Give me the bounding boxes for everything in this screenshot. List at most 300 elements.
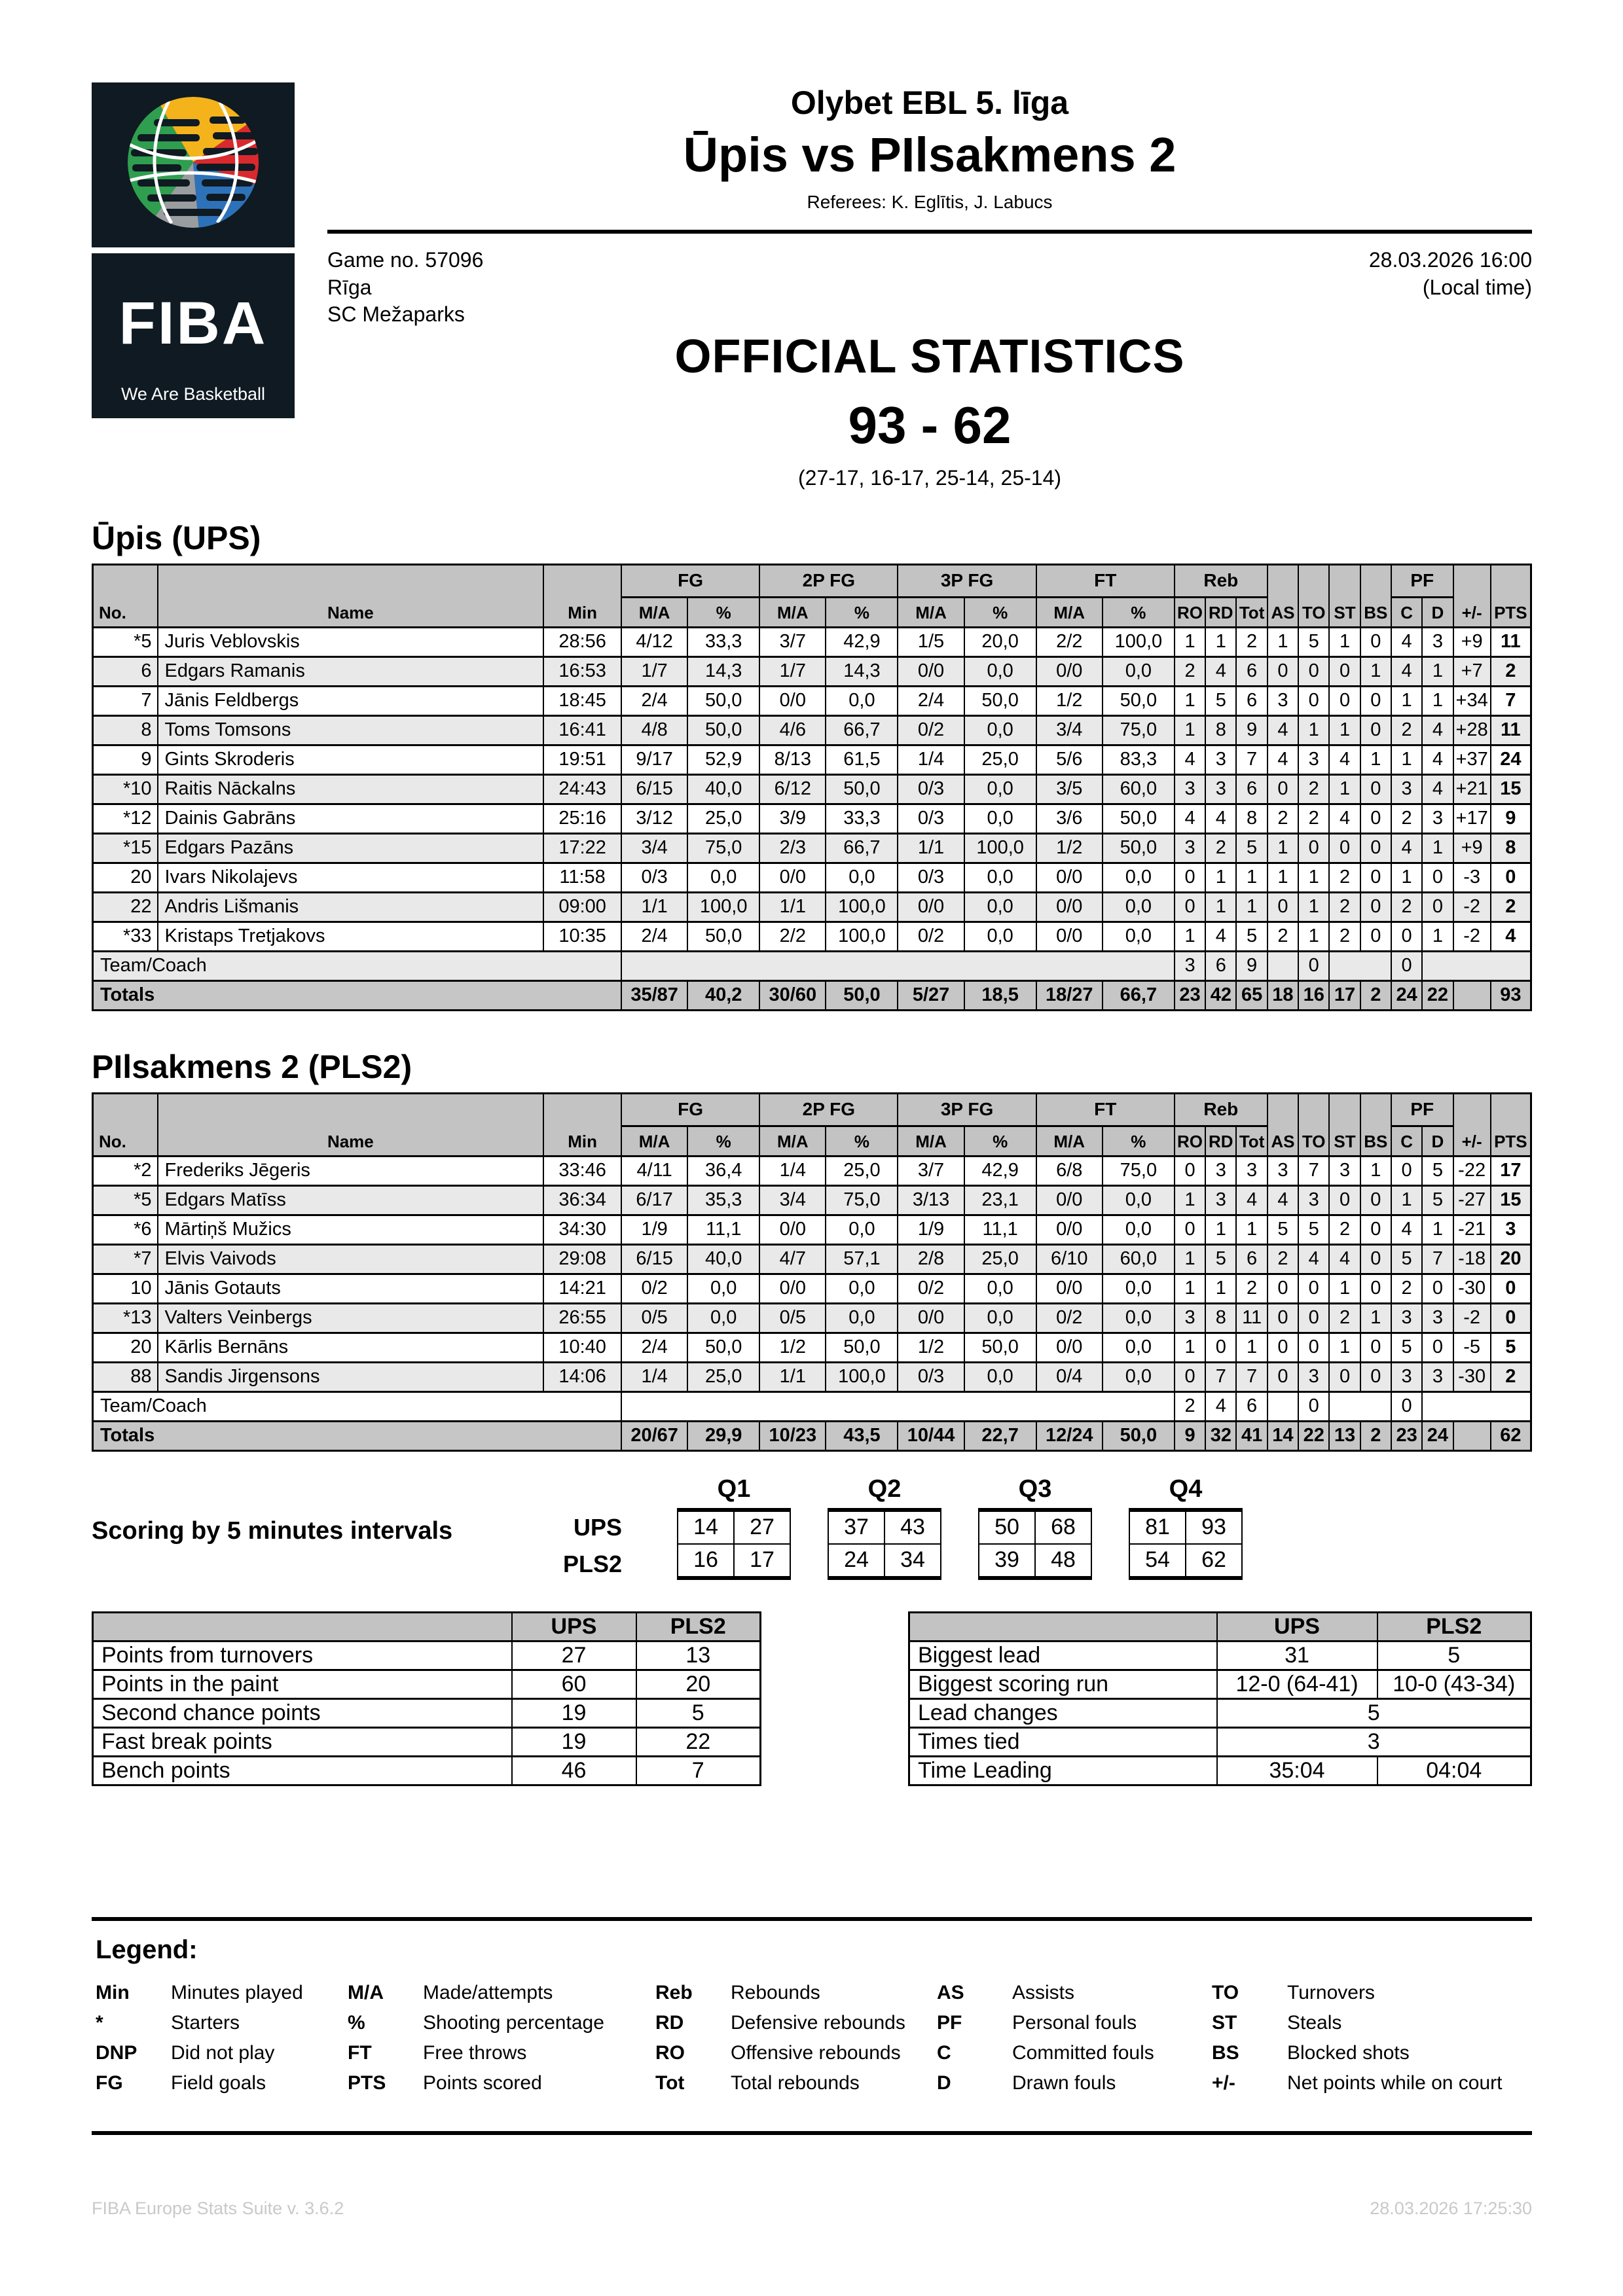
d-cell: 1 bbox=[1422, 1215, 1453, 1244]
tot-cell: 11 bbox=[1236, 1303, 1267, 1333]
as-cell: 18 bbox=[1267, 980, 1298, 1010]
player-row bbox=[93, 1156, 1531, 1185]
legend-abbr: C bbox=[937, 2041, 951, 2064]
col-header-3p-ma: M/A bbox=[898, 1126, 964, 1156]
col-group-fg: FG bbox=[621, 1093, 759, 1126]
ro-cell: 4 bbox=[1175, 745, 1205, 774]
3p-ma-cell: 0/2 bbox=[898, 715, 964, 745]
player-name-cell: Frederiks Jēgeris bbox=[158, 1156, 544, 1185]
player-name-cell: Sandis Jirgensons bbox=[158, 1362, 544, 1391]
legend-abbr: BS bbox=[1212, 2041, 1239, 2064]
player-number-cell: 10 bbox=[93, 1274, 158, 1303]
player-row bbox=[93, 656, 1531, 686]
interval-score-cell: 34 bbox=[884, 1544, 941, 1578]
fg-pct-cell: 25,0 bbox=[687, 1362, 759, 1391]
2p-pct-cell: 100,0 bbox=[826, 892, 898, 922]
player-name-cell: Elvis Vaivods bbox=[158, 1244, 544, 1274]
st-cell: 4 bbox=[1329, 1244, 1360, 1274]
legend-grid bbox=[96, 1982, 1528, 2102]
tot-cell: 6 bbox=[1236, 686, 1267, 715]
2p-pct-cell: 14,3 bbox=[826, 656, 898, 686]
3p-pct-cell: 0,0 bbox=[964, 1274, 1036, 1303]
legend-abbr: PF bbox=[937, 2011, 962, 2034]
game-venue: SC Mežaparks bbox=[327, 302, 465, 327]
game-datetime: 28.03.2026 16:00 bbox=[1368, 248, 1532, 272]
3p-ma-cell: 1/4 bbox=[898, 745, 964, 774]
ft-pct-cell: 75,0 bbox=[1103, 1156, 1175, 1185]
as-cell: 4 bbox=[1267, 1185, 1298, 1215]
3p-ma-cell: 10/44 bbox=[898, 1421, 964, 1450]
player-name-cell: Gints Skroderis bbox=[158, 745, 544, 774]
fg-pct-cell: 50,0 bbox=[687, 686, 759, 715]
points-comparison-table bbox=[92, 1611, 761, 1786]
3p-ma-cell: 1/2 bbox=[898, 1333, 964, 1362]
as-cell: 2 bbox=[1267, 804, 1298, 833]
fg-ma-cell: 20/67 bbox=[621, 1421, 687, 1450]
player-row bbox=[93, 892, 1531, 922]
legend-item bbox=[655, 2012, 937, 2034]
player-number-cell: 9 bbox=[93, 745, 158, 774]
rd-cell: 3 bbox=[1205, 1185, 1236, 1215]
player-number-cell: *10 bbox=[93, 774, 158, 804]
bs-cell: 0 bbox=[1360, 892, 1391, 922]
st-cell: 0 bbox=[1329, 656, 1360, 686]
fg-ma-cell: 6/15 bbox=[621, 1244, 687, 1274]
col-group-fg: FG bbox=[621, 564, 759, 597]
pts-cell: 0 bbox=[1491, 1274, 1531, 1303]
bs-cell: 0 bbox=[1360, 1333, 1391, 1362]
plusminus-cell bbox=[1453, 980, 1491, 1010]
comparison-row-label: Biggest scoring run bbox=[909, 1670, 1217, 1698]
to-cell: 0 bbox=[1298, 951, 1329, 980]
minutes-cell: 10:35 bbox=[543, 922, 621, 951]
ft-ma-cell: 0/0 bbox=[1036, 1274, 1103, 1303]
legend-item bbox=[937, 2072, 1212, 2094]
ft-ma-cell: 0/0 bbox=[1036, 892, 1103, 922]
bs-cell: 0 bbox=[1360, 922, 1391, 951]
pts-cell: 15 bbox=[1491, 774, 1531, 804]
col-header-tot: Tot bbox=[1236, 1126, 1267, 1156]
3p-ma-cell: 0/0 bbox=[898, 1303, 964, 1333]
fiba-tagline-text: We Are Basketball bbox=[120, 384, 266, 404]
fg-ma-cell: 35/87 bbox=[621, 980, 687, 1010]
d-cell: 3 bbox=[1422, 1303, 1453, 1333]
2p-ma-cell: 10/23 bbox=[759, 1421, 826, 1450]
c-cell: 24 bbox=[1391, 980, 1422, 1010]
comparison-row bbox=[93, 1727, 761, 1756]
player-row bbox=[93, 686, 1531, 715]
quarter-label: Q4 bbox=[1169, 1475, 1203, 1503]
col-header-no: No. bbox=[93, 564, 158, 627]
fg-ma-cell: 0/3 bbox=[621, 863, 687, 892]
st-cell: 17 bbox=[1329, 980, 1360, 1010]
c-cell: 1 bbox=[1391, 863, 1422, 892]
col-group-2pfg: 2P FG bbox=[759, 1093, 898, 1126]
comparison-col-header: PLS2 bbox=[1377, 1612, 1531, 1641]
minutes-cell: 19:51 bbox=[543, 745, 621, 774]
fiba-europe-ball-logo bbox=[92, 82, 295, 247]
col-group-2pfg: 2P FG bbox=[759, 564, 898, 597]
plusminus-cell: -22 bbox=[1453, 1156, 1491, 1185]
col-header-d: D bbox=[1422, 1126, 1453, 1156]
comparison-shared-value: 3 bbox=[1217, 1727, 1531, 1756]
fiba-wordmark-text: FIBA bbox=[119, 290, 268, 357]
3p-ma-cell: 0/3 bbox=[898, 774, 964, 804]
3p-ma-cell: 5/27 bbox=[898, 980, 964, 1010]
st-cell: 4 bbox=[1329, 804, 1360, 833]
as-cell: 2 bbox=[1267, 922, 1298, 951]
st-cell: 1 bbox=[1329, 1274, 1360, 1303]
st-cell: 13 bbox=[1329, 1421, 1360, 1450]
rd-cell: 42 bbox=[1205, 980, 1236, 1010]
plusminus-cell: -27 bbox=[1453, 1185, 1491, 1215]
ft-ma-cell: 6/10 bbox=[1036, 1244, 1103, 1274]
fg-pct-cell: 40,0 bbox=[687, 774, 759, 804]
col-header-no: No. bbox=[93, 1093, 158, 1156]
2p-ma-cell: 3/4 bbox=[759, 1185, 826, 1215]
header-divider bbox=[327, 230, 1532, 234]
3p-ma-cell: 1/9 bbox=[898, 1215, 964, 1244]
tot-cell: 65 bbox=[1236, 980, 1267, 1010]
player-number-cell: *12 bbox=[93, 804, 158, 833]
comparison-row-label: Lead changes bbox=[909, 1698, 1217, 1727]
legend-abbr: FT bbox=[348, 2041, 372, 2064]
comparison-col-header: UPS bbox=[512, 1612, 636, 1641]
ft-pct-cell: 50,0 bbox=[1103, 833, 1175, 863]
rd-cell: 4 bbox=[1205, 922, 1236, 951]
fg-ma-cell: 1/7 bbox=[621, 656, 687, 686]
ro-cell: 1 bbox=[1175, 686, 1205, 715]
legend-description: Minutes played bbox=[171, 1981, 303, 2003]
pts-cell: 20 bbox=[1491, 1244, 1531, 1274]
col-header-rd: RD bbox=[1205, 1126, 1236, 1156]
ft-ma-cell: 18/27 bbox=[1036, 980, 1103, 1010]
to-cell: 1 bbox=[1298, 715, 1329, 745]
fg-pct-cell: 33,3 bbox=[687, 627, 759, 656]
ro-cell: 1 bbox=[1175, 1244, 1205, 1274]
2p-pct-cell: 50,0 bbox=[826, 774, 898, 804]
plusminus-cell: -2 bbox=[1453, 1303, 1491, 1333]
quarter-box bbox=[677, 1475, 791, 1580]
2p-ma-cell: 1/4 bbox=[759, 1156, 826, 1185]
player-name-cell: Edgars Pazāns bbox=[158, 833, 544, 863]
quarter-box bbox=[828, 1475, 941, 1580]
tot-cell: 3 bbox=[1236, 1156, 1267, 1185]
2p-ma-cell: 6/12 bbox=[759, 774, 826, 804]
fg-pct-cell: 50,0 bbox=[687, 922, 759, 951]
player-name-cell: Dainis Gabrāns bbox=[158, 804, 544, 833]
plusminus-cell: +37 bbox=[1453, 745, 1491, 774]
as-cell: 1 bbox=[1267, 627, 1298, 656]
legend-description: Total rebounds bbox=[731, 2072, 860, 2094]
ft-pct-cell: 75,0 bbox=[1103, 715, 1175, 745]
as-cell: 0 bbox=[1267, 892, 1298, 922]
as-cell: 0 bbox=[1267, 774, 1298, 804]
player-number-cell: *33 bbox=[93, 922, 158, 951]
3p-pct-cell: 20,0 bbox=[964, 627, 1036, 656]
3p-ma-cell: 2/4 bbox=[898, 686, 964, 715]
fg-ma-cell: 0/2 bbox=[621, 1274, 687, 1303]
2p-ma-cell: 0/5 bbox=[759, 1303, 826, 1333]
interval-score-cell: 14 bbox=[678, 1510, 734, 1544]
st-cell: 0 bbox=[1329, 1362, 1360, 1391]
interval-score-row bbox=[1129, 1544, 1242, 1578]
minutes-cell: 16:41 bbox=[543, 715, 621, 745]
player-row bbox=[93, 1333, 1531, 1362]
interval-score-row bbox=[828, 1510, 941, 1544]
player-name-cell: Toms Tomsons bbox=[158, 715, 544, 745]
bs-cell: 0 bbox=[1360, 833, 1391, 863]
c-cell: 3 bbox=[1391, 1303, 1422, 1333]
interval-score-row bbox=[979, 1510, 1091, 1544]
legend-item bbox=[655, 2042, 937, 2064]
bs-cell: 1 bbox=[1360, 656, 1391, 686]
st-cell: 1 bbox=[1329, 774, 1360, 804]
c-cell: 3 bbox=[1391, 1362, 1422, 1391]
player-name-cell: Edgars Ramanis bbox=[158, 656, 544, 686]
tot-cell: 9 bbox=[1236, 715, 1267, 745]
2p-ma-cell: 1/1 bbox=[759, 892, 826, 922]
comparison-value: 13 bbox=[636, 1641, 761, 1670]
tot-cell: 1 bbox=[1236, 1333, 1267, 1362]
3p-ma-cell: 1/5 bbox=[898, 627, 964, 656]
c-cell: 5 bbox=[1391, 1244, 1422, 1274]
player-number-cell: *6 bbox=[93, 1215, 158, 1244]
c-cell: 0 bbox=[1391, 1156, 1422, 1185]
player-row bbox=[93, 745, 1531, 774]
ft-ma-cell: 3/6 bbox=[1036, 804, 1103, 833]
player-row bbox=[93, 1244, 1531, 1274]
col-group-reb: Reb bbox=[1175, 564, 1267, 597]
comparison-row-label: Points from turnovers bbox=[93, 1641, 512, 1670]
player-row bbox=[93, 922, 1531, 951]
ft-ma-cell: 0/0 bbox=[1036, 922, 1103, 951]
legend-item bbox=[348, 2042, 655, 2064]
interval-score-cell: 81 bbox=[1129, 1510, 1186, 1544]
d-cell: 1 bbox=[1422, 656, 1453, 686]
col-header-d: D bbox=[1422, 597, 1453, 627]
d-cell: 3 bbox=[1422, 627, 1453, 656]
legend-item bbox=[96, 2072, 348, 2094]
as-cell: 0 bbox=[1267, 656, 1298, 686]
ro-cell: 3 bbox=[1175, 1303, 1205, 1333]
2p-ma-cell: 0/0 bbox=[759, 686, 826, 715]
tot-cell: 5 bbox=[1236, 922, 1267, 951]
ft-ma-cell: 12/24 bbox=[1036, 1421, 1103, 1450]
player-number-cell: *5 bbox=[93, 627, 158, 656]
c-cell: 0 bbox=[1391, 951, 1422, 980]
plusminus-cell: +9 bbox=[1453, 627, 1491, 656]
as-cell: 0 bbox=[1267, 1362, 1298, 1391]
2p-ma-cell: 1/1 bbox=[759, 1362, 826, 1391]
legend-description: Free throws bbox=[423, 2041, 527, 2064]
plusminus-cell: -2 bbox=[1453, 892, 1491, 922]
legend-abbr: ST bbox=[1212, 2011, 1237, 2034]
fg-ma-cell: 9/17 bbox=[621, 745, 687, 774]
2p-ma-cell: 1/7 bbox=[759, 656, 826, 686]
totals-label: Totals bbox=[93, 1421, 622, 1450]
minutes-cell: 14:21 bbox=[543, 1274, 621, 1303]
c-cell: 2 bbox=[1391, 804, 1422, 833]
game-info bbox=[327, 247, 1532, 329]
legend-item bbox=[1212, 1982, 1523, 2004]
tot-cell: 7 bbox=[1236, 1362, 1267, 1391]
d-cell: 0 bbox=[1422, 892, 1453, 922]
2p-ma-cell: 8/13 bbox=[759, 745, 826, 774]
rd-cell: 8 bbox=[1205, 1303, 1236, 1333]
comparison-row-label: Second chance points bbox=[93, 1698, 512, 1727]
stats-table-header bbox=[93, 1093, 1531, 1156]
c-cell: 3 bbox=[1391, 774, 1422, 804]
c-cell: 1 bbox=[1391, 1185, 1422, 1215]
quarter-label: Q2 bbox=[867, 1475, 902, 1503]
bs-cell: 0 bbox=[1360, 774, 1391, 804]
tot-cell: 7 bbox=[1236, 745, 1267, 774]
ft-ma-cell: 0/0 bbox=[1036, 1333, 1103, 1362]
fiba-wordmark-logo bbox=[92, 253, 295, 418]
ro-cell: 3 bbox=[1175, 951, 1205, 980]
pts-cell: 7 bbox=[1491, 686, 1531, 715]
team-stats-table-ups bbox=[92, 564, 1532, 1011]
ro-cell: 1 bbox=[1175, 1333, 1205, 1362]
to-cell: 0 bbox=[1298, 833, 1329, 863]
legend-abbr: +/- bbox=[1212, 2072, 1235, 2094]
2p-pct-cell: 66,7 bbox=[826, 833, 898, 863]
3p-pct-cell: 18,5 bbox=[964, 980, 1036, 1010]
ro-cell: 0 bbox=[1175, 1362, 1205, 1391]
quarter-box bbox=[1129, 1475, 1243, 1580]
ft-pct-cell: 50,0 bbox=[1103, 804, 1175, 833]
col-header-bs: BS bbox=[1360, 564, 1391, 627]
player-name-cell: Juris Veblovskis bbox=[158, 627, 544, 656]
game-number: Game no. 57096 bbox=[327, 248, 484, 272]
final-score: 93 - 62 bbox=[848, 395, 1012, 454]
col-header-to: TO bbox=[1298, 1093, 1329, 1156]
blank-cell bbox=[1329, 1391, 1391, 1421]
legend-item bbox=[96, 2012, 348, 2034]
ro-cell: 1 bbox=[1175, 1274, 1205, 1303]
interval-score-row bbox=[678, 1510, 790, 1544]
2p-ma-cell: 2/2 bbox=[759, 922, 826, 951]
league-title: Olybet EBL 5. līga bbox=[790, 84, 1069, 121]
player-number-cell: *2 bbox=[93, 1156, 158, 1185]
ft-pct-cell: 0,0 bbox=[1103, 1215, 1175, 1244]
legend-item bbox=[348, 2072, 655, 2094]
3p-ma-cell: 3/13 bbox=[898, 1185, 964, 1215]
player-number-cell: 7 bbox=[93, 686, 158, 715]
fg-pct-cell: 50,0 bbox=[687, 715, 759, 745]
plusminus-cell: -30 bbox=[1453, 1362, 1491, 1391]
quarter-box bbox=[978, 1475, 1092, 1580]
ro-cell: 9 bbox=[1175, 1421, 1205, 1450]
2p-ma-cell: 4/6 bbox=[759, 715, 826, 745]
d-cell: 7 bbox=[1422, 1244, 1453, 1274]
comparison-value: 10-0 (43-34) bbox=[1377, 1670, 1531, 1698]
minutes-cell: 09:00 bbox=[543, 892, 621, 922]
plusminus-cell: -30 bbox=[1453, 1274, 1491, 1303]
ro-cell: 1 bbox=[1175, 1185, 1205, 1215]
tot-cell: 2 bbox=[1236, 627, 1267, 656]
minutes-cell: 10:40 bbox=[543, 1333, 621, 1362]
3p-pct-cell: 0,0 bbox=[964, 804, 1036, 833]
player-row bbox=[93, 863, 1531, 892]
ft-ma-cell: 5/6 bbox=[1036, 745, 1103, 774]
fg-pct-cell: 29,9 bbox=[687, 1421, 759, 1450]
player-row bbox=[93, 627, 1531, 656]
fg-ma-cell: 3/4 bbox=[621, 833, 687, 863]
ft-ma-cell: 0/0 bbox=[1036, 863, 1103, 892]
rd-cell: 1 bbox=[1205, 627, 1236, 656]
team-heading-pls2: PIlsakmens 2 (PLS2) bbox=[92, 1048, 412, 1085]
player-row bbox=[93, 1274, 1531, 1303]
col-header-name: Name bbox=[158, 1093, 544, 1156]
pts-cell: 4 bbox=[1491, 922, 1531, 951]
rd-cell: 32 bbox=[1205, 1421, 1236, 1450]
player-number-cell: 20 bbox=[93, 1333, 158, 1362]
legend-description: Shooting percentage bbox=[423, 2011, 604, 2034]
legend-abbr: AS bbox=[937, 1981, 964, 2003]
st-cell: 4 bbox=[1329, 745, 1360, 774]
col-header-fg-pct: % bbox=[687, 1126, 759, 1156]
col-header-as: AS bbox=[1267, 564, 1298, 627]
2p-pct-cell: 43,5 bbox=[826, 1421, 898, 1450]
ro-cell: 1 bbox=[1175, 627, 1205, 656]
tot-cell: 5 bbox=[1236, 833, 1267, 863]
to-cell: 1 bbox=[1298, 863, 1329, 892]
col-header-rd: RD bbox=[1205, 597, 1236, 627]
legend-item bbox=[655, 1982, 937, 2004]
col-header-pts: PTS bbox=[1491, 1093, 1531, 1156]
c-cell: 0 bbox=[1391, 922, 1422, 951]
minutes-cell: 33:46 bbox=[543, 1156, 621, 1185]
quarter-label: Q3 bbox=[1018, 1475, 1052, 1503]
game-city: Rīga bbox=[327, 275, 372, 299]
2p-ma-cell: 4/7 bbox=[759, 1244, 826, 1274]
comparison-value: 22 bbox=[636, 1727, 761, 1756]
comparison-value: 5 bbox=[636, 1698, 761, 1727]
ro-cell: 2 bbox=[1175, 656, 1205, 686]
tot-cell: 1 bbox=[1236, 863, 1267, 892]
ft-ma-cell: 0/0 bbox=[1036, 1185, 1103, 1215]
d-cell: 5 bbox=[1422, 1156, 1453, 1185]
interval-score-cell: 24 bbox=[828, 1544, 884, 1578]
bs-cell: 0 bbox=[1360, 627, 1391, 656]
legend-abbr: Tot bbox=[655, 2072, 685, 2094]
rd-cell: 5 bbox=[1205, 686, 1236, 715]
c-cell: 2 bbox=[1391, 715, 1422, 745]
to-cell: 5 bbox=[1298, 627, 1329, 656]
3p-pct-cell: 0,0 bbox=[964, 892, 1036, 922]
footer-app-version: FIBA Europe Stats Suite v. 3.6.2 bbox=[92, 2198, 344, 2218]
col-header-st: ST bbox=[1329, 564, 1360, 627]
comparison-header-row bbox=[909, 1612, 1531, 1641]
col-header-min: Min bbox=[543, 564, 621, 627]
ft-ma-cell: 0/4 bbox=[1036, 1362, 1103, 1391]
ft-pct-cell: 66,7 bbox=[1103, 980, 1175, 1010]
fg-pct-cell: 100,0 bbox=[687, 892, 759, 922]
interval-score-cell: 62 bbox=[1186, 1544, 1242, 1578]
bs-cell: 0 bbox=[1360, 686, 1391, 715]
legend-description: Offensive rebounds bbox=[731, 2041, 901, 2064]
col-group-ft: FT bbox=[1036, 1093, 1175, 1126]
legend-abbr: * bbox=[96, 2011, 103, 2034]
bs-cell: 1 bbox=[1360, 745, 1391, 774]
col-header-bs: BS bbox=[1360, 1093, 1391, 1156]
fg-ma-cell: 4/8 bbox=[621, 715, 687, 745]
player-row bbox=[93, 715, 1531, 745]
pts-cell: 2 bbox=[1491, 892, 1531, 922]
2p-pct-cell: 61,5 bbox=[826, 745, 898, 774]
